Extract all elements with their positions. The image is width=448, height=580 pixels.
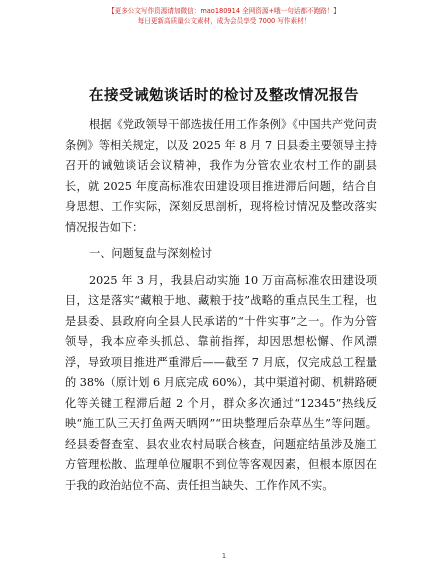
page-number: 1 xyxy=(221,552,227,560)
document-body xyxy=(65,115,377,496)
promo-line-1: 【更多公文写作资源请加微信：mao180914 全网资源+哦一句话都不跑路！】 xyxy=(108,7,340,15)
intro-paragraph: 根据《党政领导干部选拔任用工作条例》《中国共产党问责条例》等相关规定，以及 2025 年 8 月 7 日县委主要领导主持召开的诫勉谈话会议精神，我作为分管农业农村工作的副县长，就 2025 年度高标准农田建设项目推进滞后问题，结合自身思想、工作实际，深刻反思剖析，现将检讨情况及整改落实情况报告如下： xyxy=(65,118,377,234)
promo-header xyxy=(0,6,448,26)
section-heading: 一、问题复盘与深刻检讨 xyxy=(89,247,213,260)
document-title: 在接受诫勉谈话时的检讨及整改情况报告 xyxy=(89,87,359,104)
section-paragraph: 2025 年 3 月，我县启动实施 10 万亩高标准农田建设项目，这是落实“藏粮于地、藏粮于技”战略的重点民生工程，也是县委、县政府向全县人民承诺的“十件实事”之一。作为分管领导，我本应牵头抓总、靠前指挥，却因思想松懈、作风漂浮，导致项目推进严重滞后——截至 7 月底，仅完成总工程量的 38%（原计划 6 月底完成 60%），其中渠道衬砌、机耕路硬化等关键工程滞后超 2 个月，群众多次通过“12345”热线反映“施工队三天打鱼两天晒网”“田块整理后杂草丛生”等问题。经县委督查室、县农业农村局联合核查，问题症结虽涉及施工方管理松散、监理单位履职不到位等客观因素，但根本原因在于我的政治站位不高、责任担当缺失、工作作风不实。 xyxy=(65,273,377,492)
promo-line-2: 每日更新高质量公文素材，成为会员享受 7000 写作素材！ xyxy=(137,17,311,25)
